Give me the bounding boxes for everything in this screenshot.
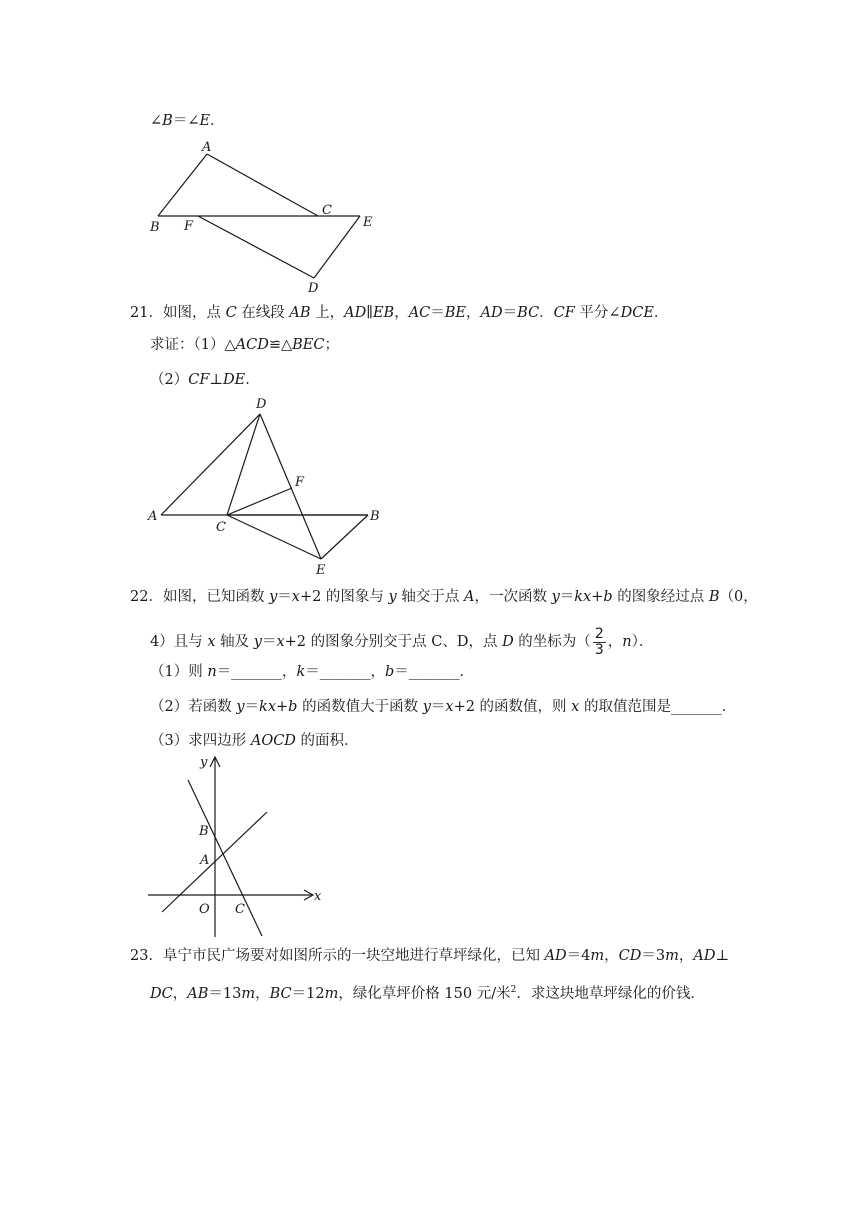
q21-prove-2: （2）CF⊥DE．: [150, 372, 260, 388]
q22-part-3: （3）求四边形 AOCD 的面积．: [150, 733, 359, 749]
angle-b: ∠B: [150, 113, 173, 129]
angle-e: ∠E: [187, 113, 211, 129]
label-b: B: [199, 824, 209, 839]
label-e: E: [363, 215, 373, 230]
label-a: A: [202, 140, 212, 155]
q21-prove-1: 求证：（1）△ACD≌△BEC；: [150, 337, 339, 353]
label-a: A: [200, 853, 210, 868]
q20-conclusion: ∠B＝∠E．: [150, 113, 225, 129]
label-d: D: [308, 281, 319, 295]
label-c: C: [322, 203, 332, 218]
axis-x-label: x: [314, 889, 322, 904]
label-b: B: [370, 509, 380, 524]
q22-part-2: （2）若函数 y＝kx+b 的函数值大于函数 y＝x+2 的函数值，则 x 的取值范围是_______．: [150, 699, 737, 715]
label-a: A: [148, 509, 158, 524]
figure-coordinate-plane-q22: [140, 752, 340, 942]
label-e: E: [316, 563, 326, 578]
q22-stem-2: 4）且与 x 轴及 y＝x+2 的图象分别交于点 C、D，点 D 的坐标为（ $\frac{2}{3}$ ，n）．: [150, 625, 654, 658]
label-b: B: [150, 220, 160, 235]
label-f: F: [295, 475, 305, 490]
figure-triangles-q21: [140, 394, 400, 580]
q23-stem-2: DC，AB＝13m，BC＝12m，绿化草坪价格 150 元/米$^2$．求这块地草坪绿化的价钱．: [150, 985, 705, 1002]
axis-y-label: y: [200, 755, 208, 770]
q22-stem-1: 22．如图，已知函数 y＝x+2 的图象与 y 轴交于点 A，一次函数 y＝kx+b 的图象经过点 B（0，: [130, 589, 758, 605]
figure-parallelogram-q20: [140, 140, 390, 295]
label-o: O: [199, 902, 210, 917]
label-c: C: [235, 902, 245, 917]
label-c: C: [216, 520, 226, 535]
q21-stem: 21．如图，点 C 在线段 AB 上，AD∥EB，AC＝BE，AD＝BC．CF 平分∠DCE．: [130, 305, 669, 321]
fraction-two-thirds: $\frac{2}{3}$: [594, 625, 604, 658]
q22-part-1: （1）则 n＝_______，k＝_______，b＝_______．: [150, 664, 475, 680]
label-f: F: [184, 219, 194, 234]
q23-stem-1: 23．阜宁市民广场要对如图所示的一块空地进行草坪绿化，已知 AD＝4m，CD＝3m，AD⊥: [130, 948, 730, 964]
label-d: D: [256, 397, 267, 412]
